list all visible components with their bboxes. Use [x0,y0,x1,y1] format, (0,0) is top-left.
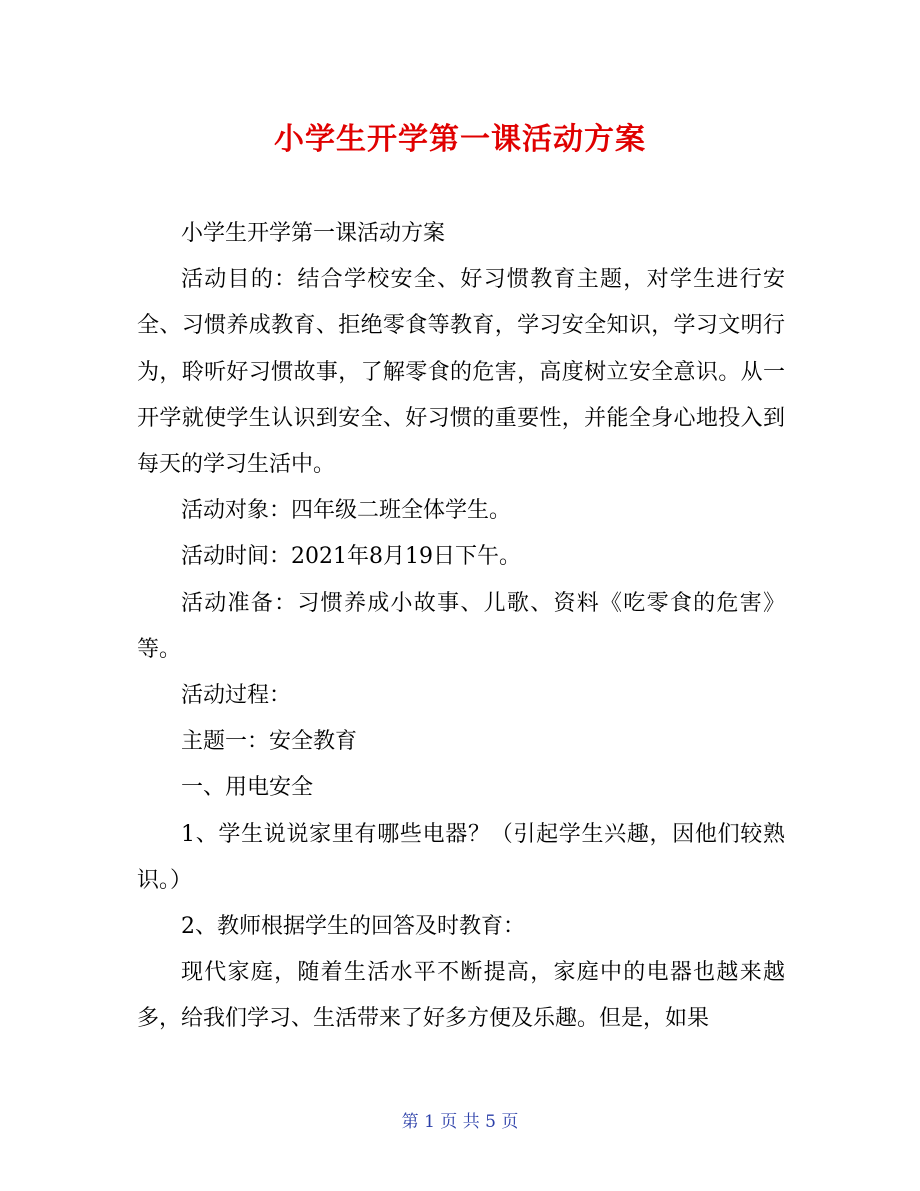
paragraph: 小学生开学第一课活动方案 [181,221,446,246]
paragraph: 活动对象：四年级二班全体学生。 [181,498,512,524]
paragraph: 主题一：安全教育 [181,729,358,755]
paragraph: 活动过程： [181,683,292,709]
page-number-footer: 第 1 页 共 5 页 [401,1112,519,1132]
document-body [137,211,785,1043]
paragraph: 活动目的：结合学校安全、好习惯教育主题，对学生进行安全、习惯养成教育、拒绝零食等教育，学习安全知识，学习文明行为，聆听好习惯故事，了解零食的危害，高度树立安全意识。从一开学就使学生认识到安全、好习惯的重要性，并能全身心地投入到每天的学习生活中。 [137,267,785,478]
paragraph: 1、学生说说家里有哪些电器？（引起学生兴趣，因他们较熟识。） [137,821,785,893]
paragraph: 现代家庭，随着生活水平不断提高，家庭中的电器也越来越多，给我们学习、生活带来了好多方便及乐趣。但是，如果 [137,960,785,1032]
paragraph: 活动时间：2021年8月19日下午。 [181,544,521,570]
document-title: 小学生开学第一课活动方案 [274,122,646,157]
paragraph: 一、用电安全 [181,775,314,801]
paragraph: 2、教师根据学生的回答及时教育： [181,914,525,940]
paragraph: 活动准备：习惯养成小故事、儿歌、资料《吃零食的危害》等。 [137,590,785,662]
